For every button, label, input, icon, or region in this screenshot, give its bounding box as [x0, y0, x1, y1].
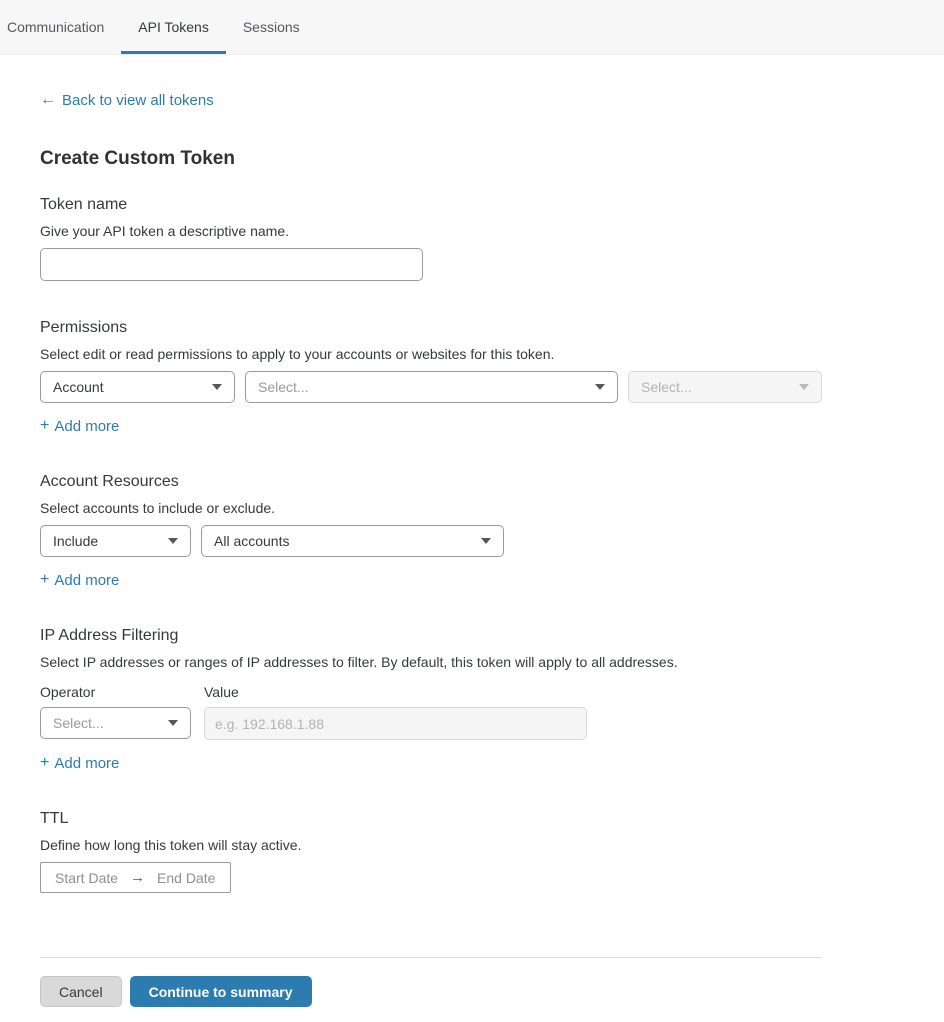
ip-operator-select[interactable]: [40, 707, 191, 739]
section-ttl: [40, 810, 822, 893]
account-resources-add-more-link[interactable]: [40, 571, 119, 589]
tab-sessions[interactable]: [226, 0, 317, 54]
section-account-resources: [40, 473, 822, 589]
tab-communication[interactable]: [0, 0, 121, 54]
add-more-label: Add more: [54, 571, 120, 589]
resource-accounts-select[interactable]: [201, 525, 504, 557]
footer-actions: [40, 976, 822, 1007]
chevron-down-icon: [212, 384, 222, 390]
ip-value-input: [204, 707, 587, 740]
resource-mode-value: Include: [53, 533, 99, 549]
section-ip-filtering: [40, 627, 822, 772]
chevron-down-icon: [799, 384, 809, 390]
arrow-right-icon: →: [130, 869, 146, 886]
add-more-label: Add more: [54, 417, 120, 435]
main-content: [0, 55, 862, 1007]
permissions-add-more-link[interactable]: [40, 417, 119, 435]
resource-mode-select[interactable]: [40, 525, 191, 557]
tab-sessions-label: Sessions: [242, 19, 300, 35]
plus-icon: +: [40, 417, 50, 434]
footer-divider: [40, 957, 822, 958]
tab-api-tokens[interactable]: [121, 0, 226, 54]
page-title: Create Custom Token: [40, 148, 235, 169]
section-permissions: [40, 319, 822, 435]
plus-icon: +: [40, 754, 50, 771]
permission-access-placeholder: Select...: [641, 379, 692, 395]
permissions-heading: Permissions: [40, 319, 128, 336]
account-resources-description: Select accounts to include or exclude.: [40, 500, 276, 516]
back-link-label: Back to view all tokens: [62, 91, 214, 109]
add-more-label: Add more: [54, 754, 120, 772]
chevron-down-icon: [168, 538, 178, 544]
continue-to-summary-button[interactable]: Continue to summary: [130, 976, 312, 1007]
ttl-description: Define how long this token will stay active.: [40, 837, 302, 853]
tab-api-tokens-label: API Tokens: [138, 19, 209, 35]
account-resources-heading: Account Resources: [40, 473, 179, 490]
permissions-description: Select edit or read permissions to apply to your accounts or websites for this token.: [40, 346, 555, 362]
token-name-description: Give your API token a descriptive name.: [40, 223, 290, 239]
ttl-date-range-picker[interactable]: [40, 862, 231, 893]
chevron-down-icon: [481, 538, 491, 544]
operator-label: Operator: [40, 684, 96, 700]
ip-filtering-add-more-link[interactable]: [40, 754, 119, 772]
ttl-heading: TTL: [40, 810, 69, 827]
permission-group-placeholder: Select...: [258, 379, 309, 395]
value-label: Value: [204, 684, 239, 700]
ip-filtering-heading: IP Address Filtering: [40, 627, 179, 644]
chevron-down-icon: [595, 384, 605, 390]
ip-filtering-description: Select IP addresses or ranges of IP addresses to filter. By default, this token will apply to all addresses.: [40, 654, 678, 670]
cancel-button[interactable]: Cancel: [40, 976, 122, 1007]
permission-scope-value: Account: [53, 379, 104, 395]
chevron-down-icon: [168, 720, 178, 726]
resource-accounts-value: All accounts: [214, 533, 290, 549]
token-name-input[interactable]: [40, 248, 423, 281]
permission-access-select: [628, 371, 822, 403]
tab-bar: [0, 0, 944, 55]
ip-operator-placeholder: Select...: [53, 715, 104, 731]
tab-communication-label: Communication: [7, 19, 105, 35]
back-to-tokens-link[interactable]: [40, 91, 214, 109]
section-token-name: [40, 196, 822, 281]
back-arrow-icon: ←: [40, 91, 56, 108]
permission-group-select[interactable]: [245, 371, 618, 403]
token-name-heading: Token name: [40, 196, 128, 213]
start-date-placeholder: Start Date: [55, 869, 119, 886]
plus-icon: +: [40, 571, 50, 588]
permission-scope-select[interactable]: [40, 371, 235, 403]
end-date-placeholder: End Date: [157, 869, 216, 886]
